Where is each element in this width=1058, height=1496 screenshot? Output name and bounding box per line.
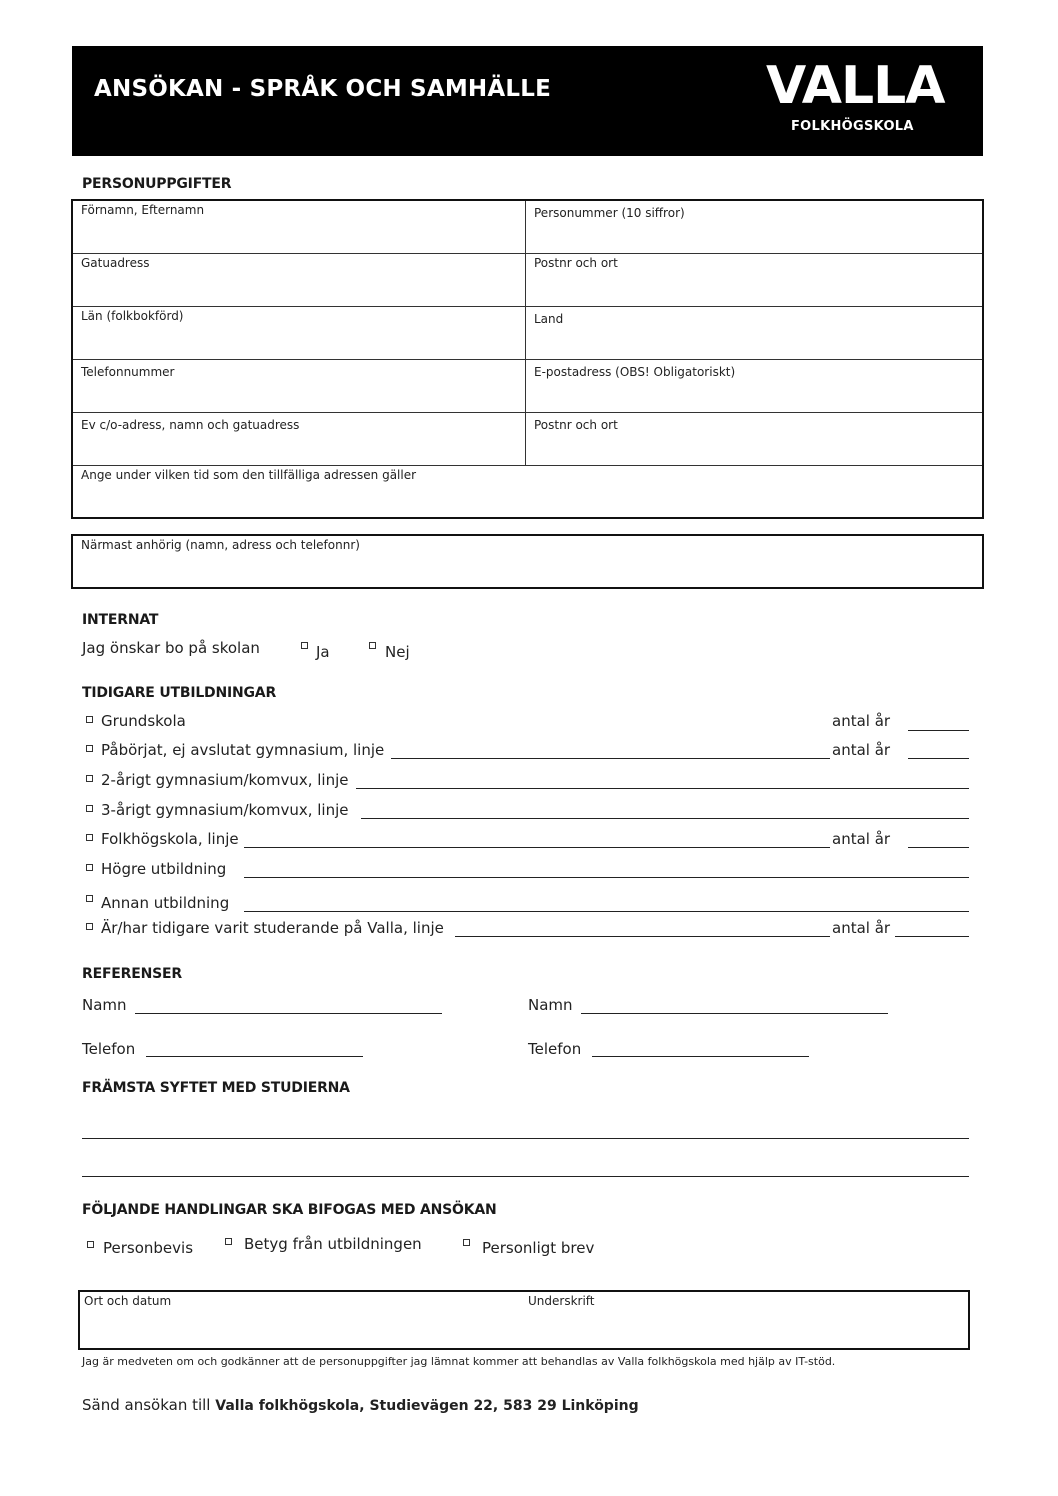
section-title-attachments: FÖLJANDE HANDLINGAR SKA BIFOGAS MED ANSÖKAN xyxy=(82,1202,497,1218)
internat-no-label: Nej xyxy=(385,643,410,661)
name-label: Förnamn, Efternamn xyxy=(81,203,205,217)
footer-send-to xyxy=(82,1396,639,1414)
phone-field[interactable] xyxy=(73,363,525,412)
reference-1-name-label: Namn xyxy=(82,996,127,1014)
line-field[interactable] xyxy=(244,877,969,878)
education-checkbox-gymnasium-3y[interactable] xyxy=(86,805,93,812)
phone-label: Telefonnummer xyxy=(81,365,175,379)
header-banner xyxy=(72,46,983,156)
education-checkbox-higher[interactable] xyxy=(86,864,93,871)
line-field[interactable] xyxy=(361,818,969,819)
personnummer-label: Personummer (10 siffror) xyxy=(534,206,685,220)
row-divider xyxy=(73,359,982,360)
personal-info-table xyxy=(71,199,984,519)
temp-address-period-label: Ange under vilken tid som den tillfälliga adressen gäller xyxy=(81,468,417,482)
place-date-field[interactable] xyxy=(80,1292,526,1348)
signature-field[interactable] xyxy=(526,1292,968,1348)
line-field[interactable] xyxy=(391,758,830,759)
reference-2-phone-line[interactable] xyxy=(592,1056,809,1057)
years-label: antal år xyxy=(832,712,891,730)
education-checkbox-other[interactable] xyxy=(86,895,93,902)
internat-yes-checkbox[interactable] xyxy=(301,642,308,649)
section-title-internat: INTERNAT xyxy=(82,612,159,628)
attachment-label-personligt-brev: Personligt brev xyxy=(482,1239,595,1257)
internat-question: Jag önskar bo på skolan xyxy=(82,639,260,657)
attachment-checkbox-personbevis[interactable] xyxy=(87,1241,94,1248)
email-label: E-postadress (OBS! Obligatoriskt) xyxy=(534,365,736,379)
section-title-references: REFERENSER xyxy=(82,966,182,982)
education-label-grundskola: Grundskola xyxy=(101,712,186,730)
attachment-label-betyg: Betyg från utbildningen xyxy=(244,1235,422,1253)
education-checkbox-gymnasium-2y[interactable] xyxy=(86,775,93,782)
section-title-education: TIDIGARE UTBILDNINGAR xyxy=(82,685,277,701)
postal-field[interactable] xyxy=(526,254,982,306)
education-checkbox-valla[interactable] xyxy=(86,923,93,930)
years-line[interactable] xyxy=(908,758,969,759)
reference-2-name-label: Namn xyxy=(528,996,573,1014)
co-postal-field[interactable] xyxy=(526,416,982,465)
education-checkbox-gymnasium-unfinished[interactable] xyxy=(86,745,93,752)
reference-1-phone-line[interactable] xyxy=(146,1056,363,1057)
line-field[interactable] xyxy=(356,788,969,789)
years-line[interactable] xyxy=(908,847,969,848)
signature-box xyxy=(78,1290,970,1350)
years-line[interactable] xyxy=(895,936,969,937)
personnummer-field[interactable] xyxy=(526,204,982,253)
line-field[interactable] xyxy=(244,847,830,848)
education-label-gymnasium-unfinished: Påbörjat, ej avslutat gymnasium, linje xyxy=(101,741,385,759)
co-address-label: Ev c/o-adress, namn och gatuadress xyxy=(81,418,300,432)
reference-1-phone-label: Telefon xyxy=(82,1040,136,1058)
street-field[interactable] xyxy=(73,254,525,306)
purpose-line[interactable] xyxy=(82,1176,969,1177)
temp-address-period-field[interactable] xyxy=(73,466,982,517)
country-label: Land xyxy=(534,312,564,326)
years-label: antal år xyxy=(832,741,891,759)
attachment-checkbox-betyg[interactable] xyxy=(225,1238,232,1245)
next-of-kin-label: Närmast anhörig (namn, adress och telefonnr) xyxy=(81,538,360,552)
row-divider xyxy=(73,412,982,413)
logo-wordmark: VALLA xyxy=(766,56,945,116)
consent-text: Jag är medveten om och godkänner att de personuppgifter jag lämnat kommer att behandlas av Valla folkhögskola med hjälp av IT-stöd. xyxy=(82,1355,836,1368)
line-field[interactable] xyxy=(244,911,969,912)
section-title-personal: PERSONUPPGIFTER xyxy=(82,176,232,192)
education-checkbox-folkhogskola[interactable] xyxy=(86,834,93,841)
form-title: ANSÖKAN - SPRÅK OCH SAMHÄLLE xyxy=(94,76,551,102)
years-line[interactable] xyxy=(908,730,969,731)
education-label-other: Annan utbildning xyxy=(101,894,230,912)
country-field[interactable] xyxy=(526,310,982,359)
internat-no-checkbox[interactable] xyxy=(369,642,376,649)
line-field[interactable] xyxy=(455,936,830,937)
education-label-gymnasium-2y: 2-årigt gymnasium/komvux, linje xyxy=(101,771,349,789)
county-field[interactable] xyxy=(73,307,525,359)
education-checkbox-grundskola[interactable] xyxy=(86,716,93,723)
education-label-valla: Är/har tidigare varit studerande på Valla, linje xyxy=(101,919,444,937)
education-label-gymnasium-3y: 3-årigt gymnasium/komvux, linje xyxy=(101,801,349,819)
email-field[interactable] xyxy=(526,363,982,412)
reference-2-name-line[interactable] xyxy=(581,1013,888,1014)
attachment-label-personbevis: Personbevis xyxy=(103,1239,194,1257)
footer-prefix: Sänd ansökan till xyxy=(82,1396,211,1414)
attachment-checkbox-personligt-brev[interactable] xyxy=(463,1239,470,1246)
education-label-folkhogskola: Folkhögskola, linje xyxy=(101,830,239,848)
street-label: Gatuadress xyxy=(81,256,150,270)
years-label: antal år xyxy=(832,830,891,848)
footer-address: Valla folkhögskola, Studievägen 22, 583 29 Linköping xyxy=(215,1398,639,1414)
name-field[interactable] xyxy=(73,201,525,253)
internat-yes-label: Ja xyxy=(316,643,330,661)
postal-label: Postnr och ort xyxy=(534,256,618,270)
section-title-purpose: FRÄMSTA SYFTET MED STUDIERNA xyxy=(82,1080,350,1096)
county-label: Län (folkbokförd) xyxy=(81,309,184,323)
signature-label: Underskrift xyxy=(528,1294,595,1308)
purpose-line[interactable] xyxy=(82,1138,969,1139)
reference-2-phone-label: Telefon xyxy=(528,1040,582,1058)
reference-1-name-line[interactable] xyxy=(135,1013,442,1014)
years-label: antal år xyxy=(832,919,891,937)
place-date-label: Ort och datum xyxy=(84,1294,172,1308)
co-postal-label: Postnr och ort xyxy=(534,418,618,432)
co-address-field[interactable] xyxy=(73,416,525,465)
next-of-kin-field[interactable] xyxy=(71,534,984,589)
logo-subtitle: FOLKHÖGSKOLA xyxy=(791,119,914,134)
education-label-higher: Högre utbildning xyxy=(101,860,227,878)
